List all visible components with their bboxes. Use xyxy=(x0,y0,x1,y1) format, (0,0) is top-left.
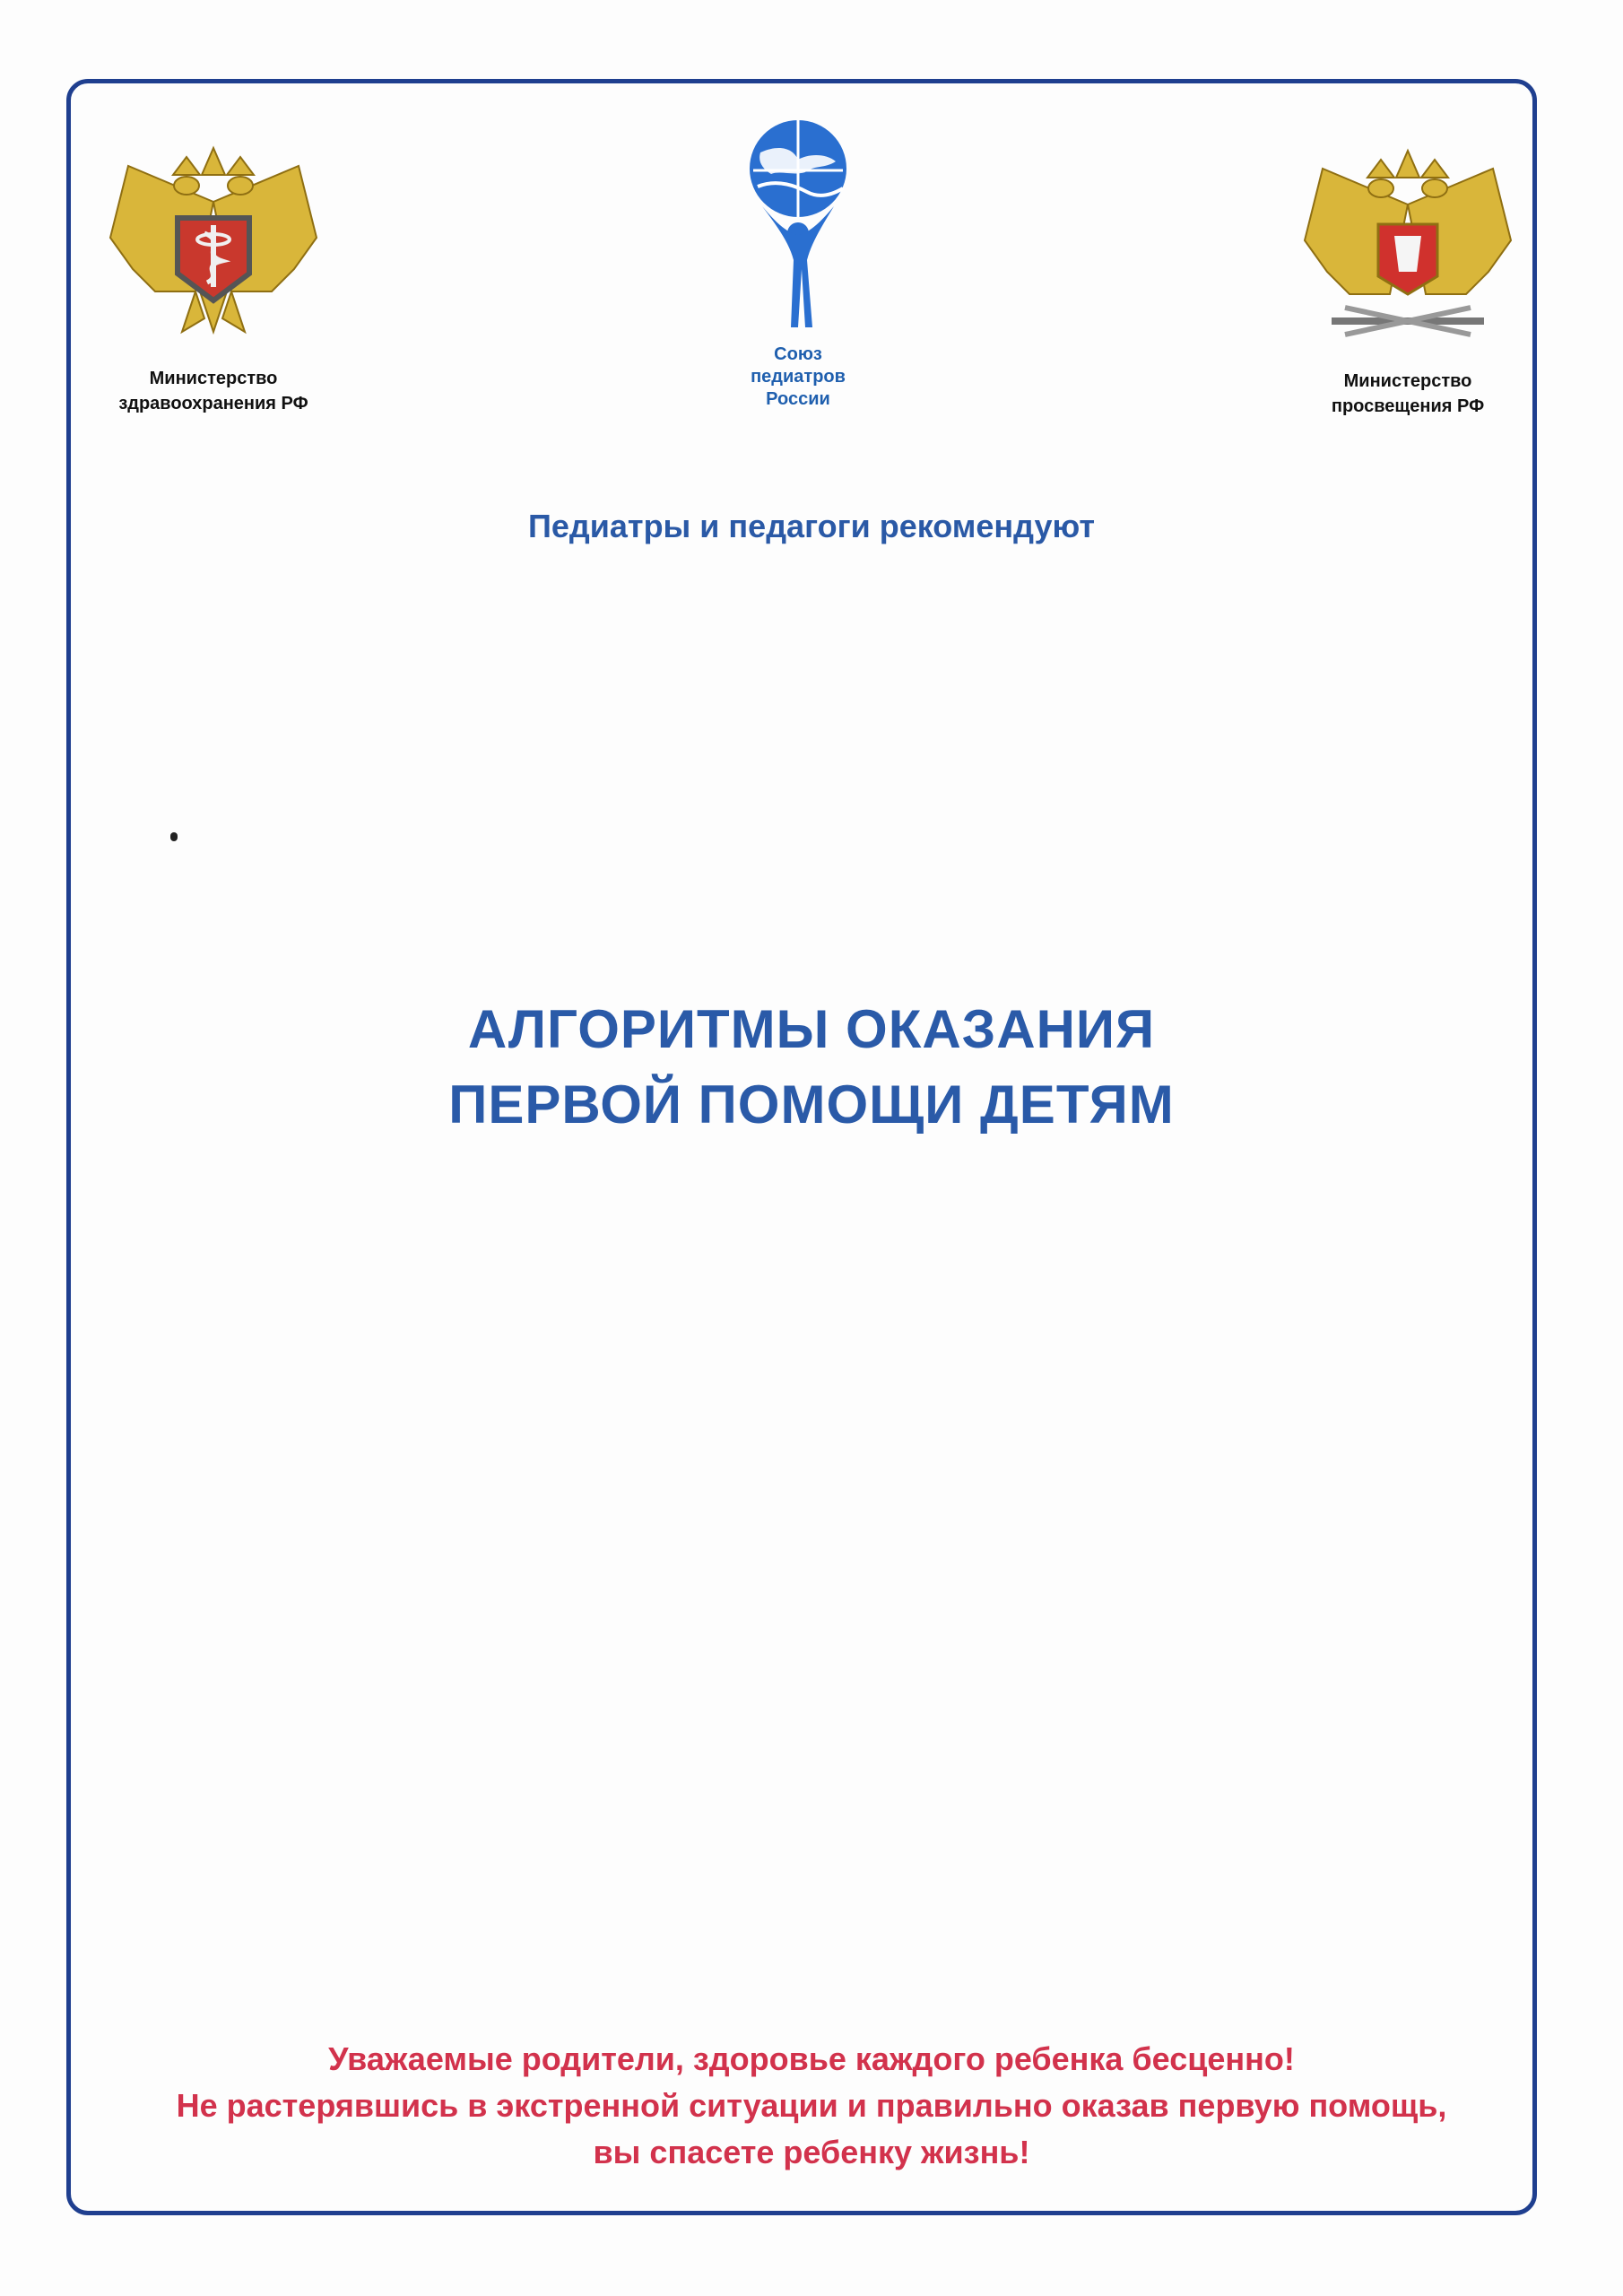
parents-note xyxy=(0,2036,1623,2176)
scan-speck xyxy=(170,832,178,841)
education-ministry-caption-line1: Министерство xyxy=(1343,371,1472,391)
education-ministry-logo xyxy=(1273,142,1542,419)
russian-eagle-caduceus-emblem-icon xyxy=(101,139,325,354)
health-ministry-caption xyxy=(97,366,330,416)
parents-note-line1: Уважаемые родители, здоровье каждого ребенка бесценно! xyxy=(328,2040,1295,2077)
health-ministry-logo xyxy=(97,139,330,416)
pediatricians-union-logo xyxy=(708,117,888,411)
bleed-through-line2 xyxy=(0,691,1623,751)
recommendation-subtitle: Педиатры и педагоги рекомендуют xyxy=(528,508,1095,544)
pediatricians-union-caption-line2: педиатров xyxy=(751,367,846,387)
pediatricians-union-caption xyxy=(708,344,888,411)
parents-note-line2: Не растерявшись в экстренной ситуации и правильно оказав первую помощь, xyxy=(176,2087,1447,2124)
page-title-line1: АЛГОРИТМЫ ОКАЗАНИЯ xyxy=(467,999,1156,1059)
parents-note-line3: вы спасете ребенку жизнь! xyxy=(593,2134,1030,2170)
globe-figure-emblem-icon xyxy=(708,117,888,332)
pediatricians-union-caption-line1: Союз xyxy=(774,344,822,364)
russian-eagle-st-george-emblem-icon xyxy=(1296,142,1520,357)
pediatricians-union-caption-line3: России xyxy=(766,389,830,409)
education-ministry-caption-line2: просвещения РФ xyxy=(1331,396,1485,416)
page-title xyxy=(0,992,1623,1143)
page-title-line2: ПЕРВОЙ ПОМОЩИ ДЕТЯМ xyxy=(448,1074,1175,1135)
education-ministry-caption xyxy=(1273,369,1542,419)
bleed-through-line1 xyxy=(0,610,1623,670)
health-ministry-caption-line2: здравоохранения РФ xyxy=(118,394,308,413)
health-ministry-caption-line1: Министерство xyxy=(149,369,278,388)
